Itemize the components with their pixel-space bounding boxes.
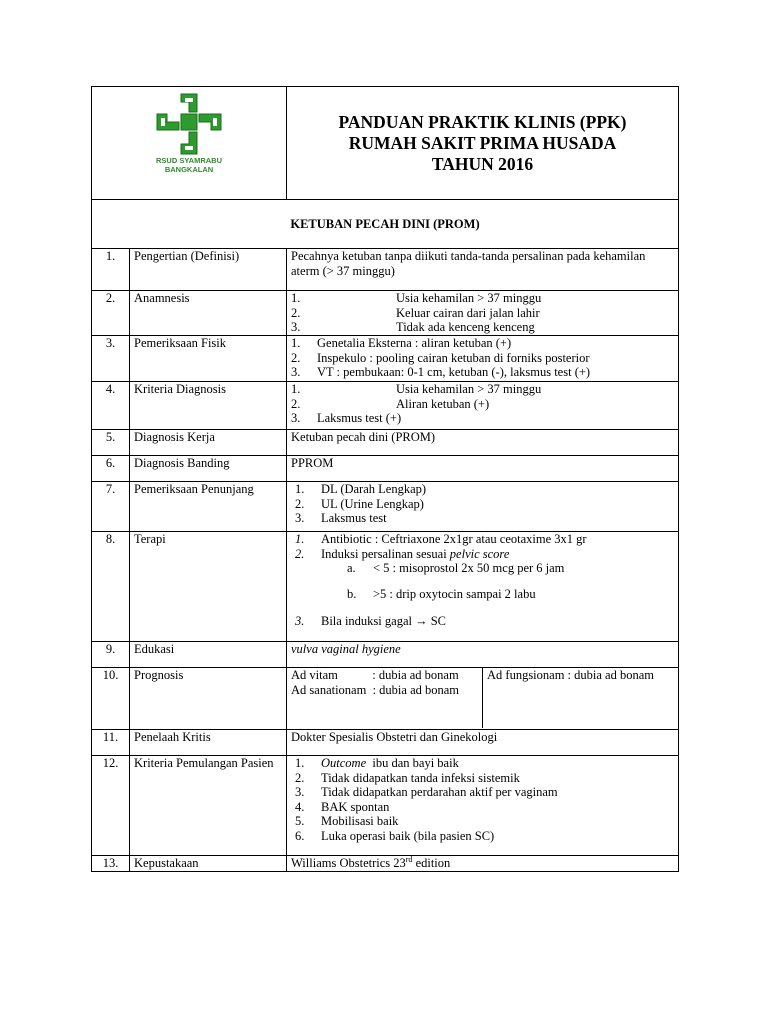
row-label: Pemeriksaan Penunjang	[130, 482, 287, 532]
table-row	[92, 336, 679, 382]
list-item: 2. Keluar cairan dari jalan lahir	[291, 305, 540, 320]
table-row	[92, 249, 679, 291]
document-title	[287, 87, 679, 200]
row-number: 1.	[92, 249, 130, 291]
row-number: 2.	[92, 291, 130, 336]
table-row	[92, 482, 679, 532]
logo-cell	[92, 87, 287, 200]
table-row	[92, 430, 679, 456]
row-label: Kriteria Diagnosis	[130, 382, 287, 430]
list-item: 1. Outcome ibu dan bayi baik	[295, 756, 459, 770]
row-number: 8.	[92, 532, 130, 642]
ppk-table	[91, 86, 679, 872]
table-row	[92, 382, 679, 430]
row-number: 5.	[92, 430, 130, 456]
row-label: Penelaah Kritis	[130, 730, 287, 756]
table-row	[92, 730, 679, 756]
title-line-2: RUMAH SAKIT PRIMA HUSADA	[348, 132, 617, 153]
list-item: 2. Tidak didapatkan tanda infeksi sistemik	[295, 770, 520, 785]
list-item: 3. Laksmus test (+)	[291, 411, 402, 425]
header-row	[92, 87, 679, 200]
table-row	[92, 668, 679, 730]
row-content: vulva vaginal hygiene	[287, 642, 679, 668]
row-content: PPROM	[287, 456, 679, 482]
table-row	[92, 532, 679, 642]
row-label: Prognosis	[130, 668, 287, 730]
row-content	[287, 668, 679, 730]
row-content	[287, 532, 679, 642]
row-label: Kepustakaan	[130, 856, 287, 872]
row-content: Williams Obstetrics 23rd edition	[287, 856, 679, 872]
subtitle-row	[92, 200, 679, 249]
logo-caption-1: RSUD SYAMRABU	[156, 156, 222, 165]
table-row	[92, 756, 679, 856]
table-row	[92, 856, 679, 872]
list-item: 3. VT : pembukaan: 0-1 cm, ketuban (-), laksmus test (+)	[291, 365, 591, 379]
row-content: Ketuban pecah dini (PROM)	[287, 430, 679, 456]
row-label: Pengertian (Definisi)	[130, 249, 287, 291]
row-content	[287, 382, 679, 430]
prognosis-fungsionam: Ad fungsionam : dubia ad bonam	[483, 668, 679, 728]
list-item: 2. Inspekulo : pooling cairan ketuban di forniks posterior	[291, 350, 590, 365]
list-item: 2. UL (Urine Lengkap)	[295, 496, 424, 511]
prognosis-table	[287, 668, 678, 728]
row-number: 11.	[92, 730, 130, 756]
row-number: 13.	[92, 856, 130, 872]
title-line-3: TAHUN 2016	[431, 153, 534, 174]
row-content	[287, 756, 679, 856]
row-label: Edukasi	[130, 642, 287, 668]
hospital-logo-icon	[151, 92, 227, 162]
table-row	[92, 456, 679, 482]
row-content: Pecahnya ketuban tanpa diikuti tanda-tanda persalinan pada kehamilan aterm (> 37 minggu)	[287, 249, 679, 291]
row-label: Diagnosis Banding	[130, 456, 287, 482]
table-row	[92, 642, 679, 668]
list-item: 3. Bila induksi gagal → SC	[295, 614, 446, 628]
row-label: Pemeriksaan Fisik	[130, 336, 287, 382]
list-item: 1. Genetalia Eksterna : aliran ketuban (+)	[291, 336, 512, 350]
prognosis-left	[287, 668, 483, 728]
list-item: 5. Mobilisasi baik	[295, 814, 399, 828]
row-number: 3.	[92, 336, 130, 382]
list-item: a. < 5 : misoprostol 2x 50 mcg per 6 jam	[347, 561, 565, 575]
row-label: Diagnosis Kerja	[130, 430, 287, 456]
list-item: 3. Laksmus test	[295, 511, 387, 525]
row-label: Anamnesis	[130, 291, 287, 336]
list-item: 6. Luka operasi baik (bila pasien SC)	[295, 828, 495, 843]
row-content: Dokter Spesialis Obstetri dan Ginekologi	[287, 730, 679, 756]
title-line-1: PANDUAN PRAKTIK KLINIS (PPK)	[338, 111, 627, 132]
list-item: b. >5 : drip oxytocin sampai 2 labu	[347, 586, 536, 601]
list-item: 3. Tidak ada kenceng kenceng	[291, 320, 535, 334]
list-item: 1. Usia kehamilan > 37 minggu	[291, 291, 542, 305]
list-item: 1. DL (Darah Lengkap)	[295, 482, 427, 496]
row-content	[287, 336, 679, 382]
row-number: 6.	[92, 456, 130, 482]
list-item: 3. Tidak didapatkan perdarahan aktif per vaginam	[295, 785, 558, 799]
list-item: 2. Induksi persalinan sesuai pelvic score	[295, 546, 510, 561]
list-item: 1. Usia kehamilan > 37 minggu	[291, 382, 542, 396]
row-label: Terapi	[130, 532, 287, 642]
logo-caption-2: BANGKALAN	[164, 165, 214, 174]
row-number: 7.	[92, 482, 130, 532]
row-content	[287, 291, 679, 336]
row-number: 4.	[92, 382, 130, 430]
row-label: Kriteria Pemulangan Pasien	[130, 756, 287, 856]
list-item: 2. Aliran ketuban (+)	[291, 396, 490, 411]
document-subtitle: KETUBAN PECAH DINI (PROM)	[92, 200, 679, 249]
row-number: 12.	[92, 756, 130, 856]
row-number: 9.	[92, 642, 130, 668]
superscript: rd	[405, 854, 413, 864]
prognosis-vitam: Ad vitam : dubia ad bonam	[291, 668, 459, 682]
table-row	[92, 291, 679, 336]
row-content	[287, 482, 679, 532]
list-item: 4. BAK spontan	[295, 799, 390, 814]
list-item: 1. Antibiotic : Ceftriaxone 2x1gr atau ceotaxime 3x1 gr	[295, 532, 587, 546]
prognosis-sanationam: Ad sanationam : dubia ad bonam	[291, 682, 460, 697]
row-number: 10.	[92, 668, 130, 730]
ppk-document	[91, 86, 678, 872]
